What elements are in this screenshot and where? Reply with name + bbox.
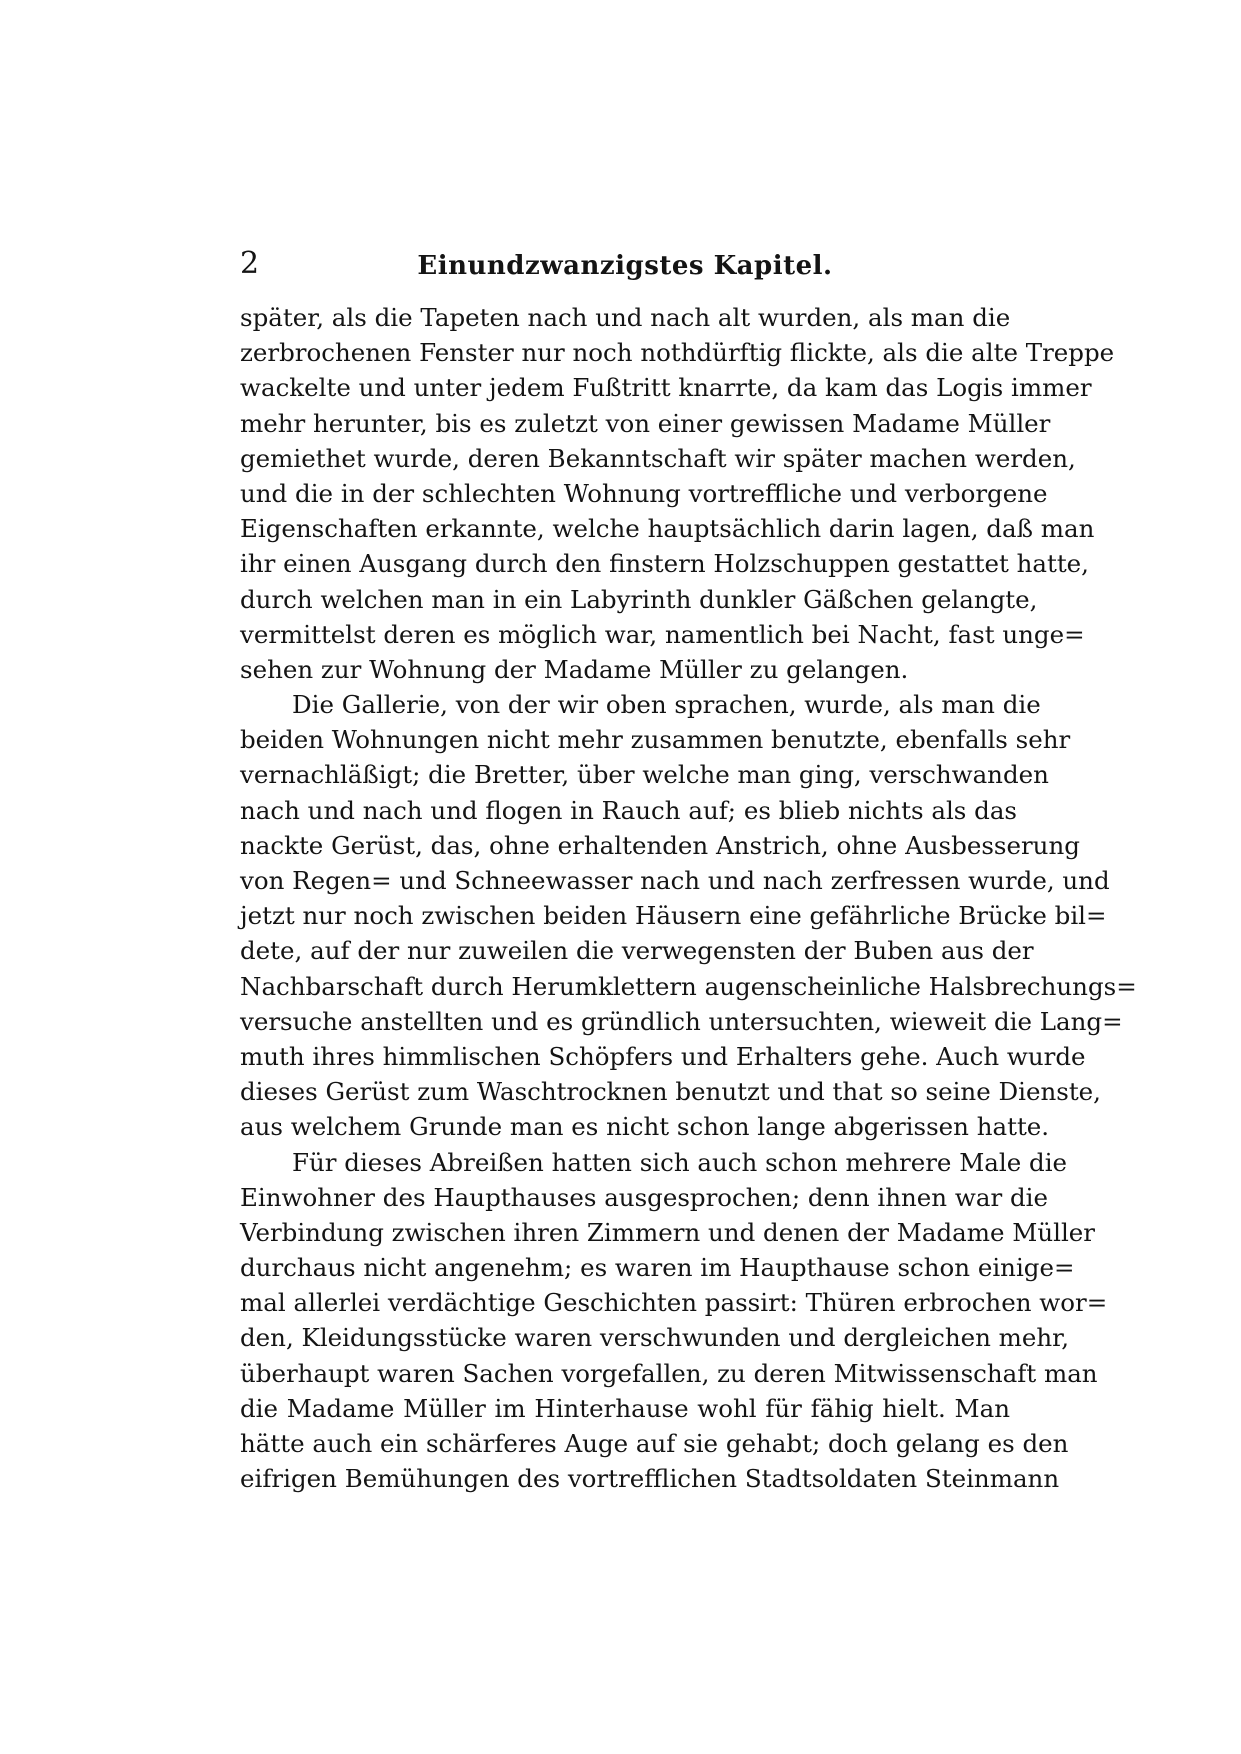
text-line: später, als die Tapeten nach und nach alt wurden, als man die bbox=[240, 303, 1011, 332]
text-line: Nachbarschaft durch Herumklettern augenscheinliche Halsbrechungs= bbox=[240, 971, 1137, 1001]
text-line: versuche anstellten und es gründlich untersuchten, wieweit die Lang= bbox=[240, 1006, 1123, 1036]
text-line: Einwohner des Haupthauses ausgesprochen; denn ihnen war die bbox=[240, 1182, 1048, 1212]
text-line: gemiethet wurde, deren Bekanntschaft wir später machen werden, bbox=[240, 443, 1076, 473]
text-line: eifrigen Bemühungen des vortrefflichen Stadtsoldaten Steinmann bbox=[240, 1464, 1060, 1494]
paragraph-3 bbox=[240, 1145, 1108, 1497]
text-line: ihr einen Ausgang durch den finstern Holzschuppen gestattet hatte, bbox=[240, 549, 1089, 579]
text-line: sehen zur Wohnung der Madame Müller zu gelangen. bbox=[240, 654, 909, 684]
text-line: dete, auf der nur zuweilen die verwegensten der Buben aus der bbox=[240, 936, 1034, 966]
paragraph-2 bbox=[240, 687, 1137, 1144]
text-line: vermittelst deren es möglich war, namentlich bei Nacht, fast unge= bbox=[240, 619, 1085, 649]
text-line: Verbindung zwischen ihren Zimmern und denen der Madame Müller bbox=[240, 1217, 1095, 1247]
text-line: nackte Gerüst, das, ohne erhaltenden Anstrich, ohne Ausbesserung bbox=[240, 830, 1080, 860]
text-line: Eigenschaften erkannte, welche hauptsächlich darin lagen, daß man bbox=[240, 514, 1095, 544]
text-line: Die Gallerie, von der wir oben sprachen, wurde, als man die bbox=[292, 690, 1041, 720]
text-line: zerbrochenen Fenster nur noch nothdürftig flickte, als die alte Treppe bbox=[240, 338, 1115, 368]
body-text bbox=[240, 300, 1137, 1496]
text-line: überhaupt waren Sachen vorgefallen, zu deren Mitwissenschaft man bbox=[240, 1358, 1098, 1388]
text-line: Für dieses Abreißen hatten sich auch schon mehrere Male die bbox=[292, 1147, 1068, 1177]
text-line: muth ihres himmlischen Schöpfers und Erhalters gehe. Auch wurde bbox=[240, 1041, 1086, 1071]
page-number: 2 bbox=[240, 246, 260, 281]
text-line: den, Kleidungsstücke waren verschwunden und dergleichen mehr, bbox=[240, 1323, 1069, 1353]
text-line: mal allerlei verdächtige Geschichten passirt: Thüren erbrochen wor= bbox=[240, 1288, 1108, 1318]
text-line: dieses Gerüst zum Waschtrocknen benutzt und that so seine Dienste, bbox=[240, 1077, 1101, 1107]
text-line: von Regen= und Schneewasser nach und nach zerfressen wurde, und bbox=[240, 866, 1110, 895]
chapter-title: Einundzwanzigstes Kapitel. bbox=[417, 251, 833, 281]
running-head bbox=[240, 244, 1010, 284]
text-line: mehr herunter, bis es zuletzt von einer gewissen Madame Müller bbox=[240, 408, 1051, 438]
text-line: und die in der schlechten Wohnung vortreffliche und verborgene bbox=[240, 478, 1048, 508]
text-line: durch welchen man in ein Labyrinth dunkler Gäßchen gelangte, bbox=[240, 584, 1038, 614]
text-line: aus welchem Grunde man es nicht schon lange abgerissen hatte. bbox=[240, 1112, 1050, 1142]
text-line: vernachläßigt; die Bretter, über welche man ging, verschwanden bbox=[240, 760, 1049, 790]
text-line: nach und nach und flogen in Rauch auf; es blieb nichts als das bbox=[240, 795, 1018, 825]
text-line: wackelte und unter jedem Fußtritt knarrte, da kam das Logis immer bbox=[240, 373, 1092, 403]
text-line: hätte auch ein schärferes Auge auf sie gehabt; doch gelang es den bbox=[240, 1429, 1069, 1458]
text-line: durchaus nicht angenehm; es waren im Haupthause schon einige= bbox=[240, 1253, 1075, 1283]
text-line: die Madame Müller im Hinterhause wohl für fähig hielt. Man bbox=[240, 1393, 1010, 1423]
text-line: jetzt nur noch zwischen beiden Häusern eine gefährliche Brücke bil= bbox=[240, 901, 1107, 931]
paragraph-1 bbox=[240, 300, 1115, 687]
text-line: beiden Wohnungen nicht mehr zusammen benutzte, ebenfalls sehr bbox=[240, 725, 1071, 755]
